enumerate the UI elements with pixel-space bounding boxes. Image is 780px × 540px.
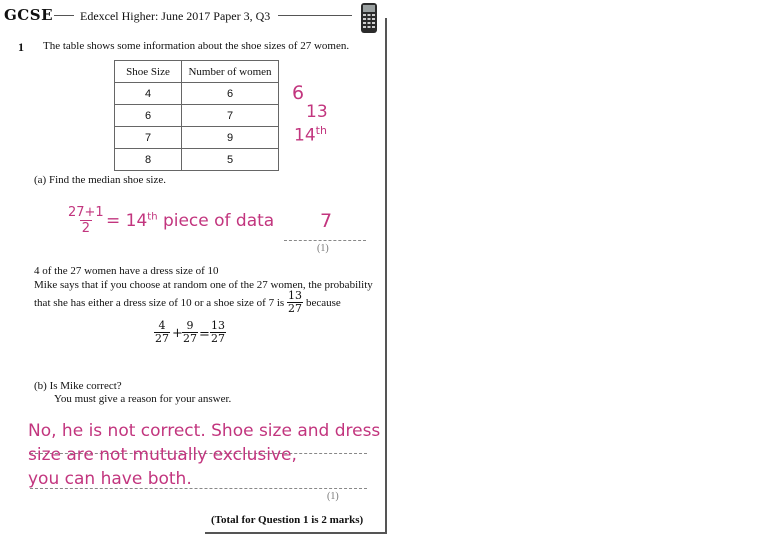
- median-working-prefix: = 14: [106, 211, 148, 231]
- table-header-row: [115, 61, 279, 83]
- table-header-number-of-women: Number of women: [182, 61, 279, 83]
- table-cell: 9: [182, 127, 279, 149]
- part-b-instruction: You must give a reason for your answer.: [54, 393, 232, 405]
- part-a-answer-line: [284, 240, 366, 241]
- header-title: Edexcel Higher: June 2017 Paper 3, Q3: [80, 9, 271, 23]
- handwritten-cumulative-6: 6: [292, 82, 305, 104]
- table-row: [115, 127, 279, 149]
- equation-fraction-b: [182, 320, 198, 345]
- table-cell: 7: [182, 105, 279, 127]
- header-rule-left: [54, 15, 74, 16]
- median-working-fraction: [68, 205, 104, 236]
- statement-because: because: [306, 297, 341, 309]
- fraction-denominator: 27: [155, 332, 169, 345]
- claimed-probability-fraction: [287, 290, 303, 315]
- fraction-denominator: 27: [183, 332, 197, 345]
- equation-fraction-c: [210, 320, 226, 345]
- question-number: 1: [18, 40, 24, 54]
- median-working-text: [106, 211, 274, 231]
- cumulative-14-value: 14: [294, 125, 316, 146]
- part-a-prompt: (a) Find the median shoe size.: [34, 174, 166, 186]
- part-b-answer-line-1: No, he is not correct. Shoe size and dress: [28, 421, 381, 441]
- answer-rule-2: [30, 488, 367, 489]
- table-cell: 5: [182, 149, 279, 171]
- equation-plus: +: [172, 326, 183, 341]
- table-cell: 6: [115, 105, 182, 127]
- handwritten-cumulative-13: 13: [306, 102, 328, 122]
- fraction-numerator: 13: [288, 289, 302, 302]
- part-a-answer: 7: [320, 210, 333, 232]
- statement-line-3: that she has either a dress size of 10 or a shoe size of 7 is: [34, 297, 285, 309]
- median-fraction-numerator: 27+1: [68, 205, 104, 220]
- part-b-answer-line-2: size are not mutually exclusive,: [28, 445, 297, 465]
- median-working-sup: th: [147, 211, 158, 223]
- part-a-marks: (1): [317, 243, 329, 254]
- shoe-size-table: [114, 60, 279, 171]
- handwritten-cumulative-14th: [294, 124, 327, 146]
- fraction-numerator: 9: [186, 319, 194, 332]
- median-working-suffix: piece of data: [157, 211, 275, 231]
- median-fraction-denominator: 2: [81, 221, 90, 236]
- part-b-marks: (1): [327, 491, 339, 502]
- table-row: [115, 83, 279, 105]
- brand-label: GCSE: [4, 6, 54, 24]
- statement-line-1: 4 of the 27 women have a dress size of 10: [34, 265, 219, 277]
- statement-line-2: Mike says that if you choose at random one of the 27 women, the probability: [34, 279, 373, 291]
- fraction-denominator: 27: [211, 332, 225, 345]
- table-row: [115, 149, 279, 171]
- part-b-answer-line-3: you can have both.: [28, 469, 192, 489]
- frame-bottom-border: [205, 532, 387, 534]
- fraction-numerator: 4: [158, 319, 166, 332]
- table-cell: 8: [115, 149, 182, 171]
- table-header-shoe-size: Shoe Size: [115, 61, 182, 83]
- table-cell: 4: [115, 83, 182, 105]
- table-row: [115, 105, 279, 127]
- frame-right-border: [385, 18, 387, 532]
- question-intro: The table shows some information about the shoe sizes of 27 women.: [43, 40, 350, 52]
- table-cell: 7: [115, 127, 182, 149]
- cumulative-th-suffix: th: [315, 124, 327, 137]
- total-marks: (Total for Question 1 is 2 marks): [211, 514, 364, 526]
- equation-equals: =: [199, 327, 210, 342]
- table-cell: 6: [182, 83, 279, 105]
- fraction-denominator: 27: [288, 302, 302, 315]
- calculator-icon: [360, 2, 378, 34]
- header-rule-right: [278, 15, 352, 16]
- part-b-prompt: (b) Is Mike correct?: [34, 380, 122, 392]
- fraction-numerator: 13: [211, 319, 225, 332]
- equation-fraction-a: [154, 320, 170, 345]
